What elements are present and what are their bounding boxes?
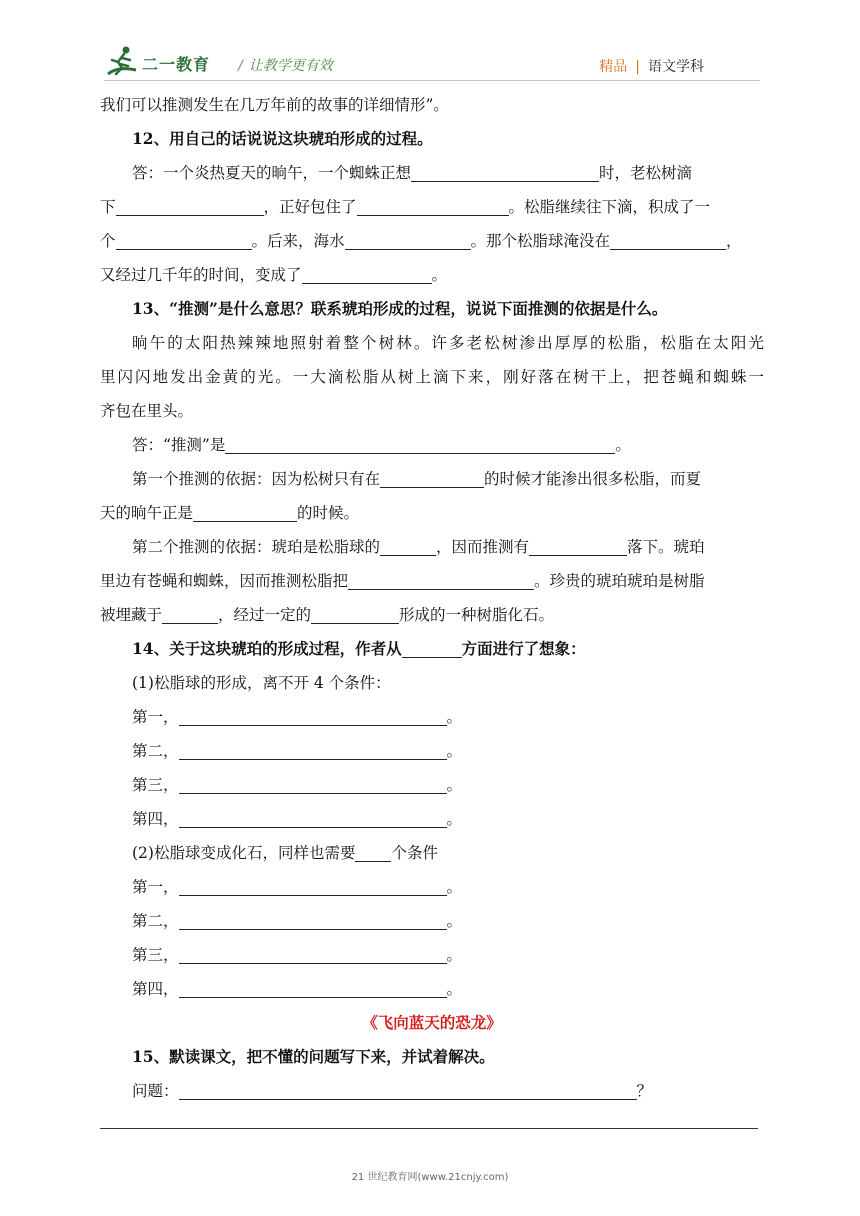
answer-line [100,496,764,530]
text: 第三， [132,946,179,964]
passage-line: 里闪闪地发出金黄的光。一大滴松脂从树上滴下来，刚好落在树干上，把苍蝇和蜘蛛一 [100,368,764,386]
text: (2)松脂球变成化石，同样也需要 [132,844,356,862]
text: 。 [446,980,463,998]
text: 个条件 [391,844,438,862]
text: 个 [100,232,116,250]
text: 里边有苍蝇和蜘蛛，因而推测松脂把 [100,572,349,590]
question-14 [100,632,764,666]
text: 。 [446,946,463,964]
blank[interactable] [162,603,218,624]
blank[interactable] [179,739,447,760]
text: 第一， [132,708,179,726]
blank[interactable] [193,501,297,522]
blank[interactable] [380,535,436,556]
text: 下 [100,198,116,216]
condition-line [100,802,764,836]
answer-line [100,564,764,598]
text: 。 [446,878,463,896]
text: 第四， [132,980,179,998]
blank[interactable] [610,229,726,250]
blank[interactable] [116,195,264,216]
condition-line [100,904,764,938]
slogan-separator: / [238,58,243,74]
text: ，因而推测有 [436,538,530,556]
text: 第三， [132,776,179,794]
condition-line [100,870,764,904]
answer-line [100,598,764,632]
text: 。 [446,912,463,930]
blank[interactable] [179,807,447,828]
text: 的时候才能渗出很多松脂，而夏 [484,470,702,488]
text: 。那个松脂球淹没在 [470,232,611,250]
answer-line [100,258,764,292]
blank[interactable] [302,263,432,284]
question-12: 12、用自己的话说说这块琥珀形成的过程。 [132,129,433,148]
answer-line [100,190,764,224]
sub-question: (1)松脂球的形成，离不开 4 个条件： [132,674,391,692]
header-rule [104,80,760,81]
passage-line: 晌午的太阳热辣辣地照射着整个树林。许多老松树渗出厚厚的松脂，松脂在太阳光 [132,334,764,352]
sub-question [100,836,764,870]
text: 时，老松树滴 [599,164,693,182]
answer-line [100,462,764,496]
text: 。 [446,742,463,760]
blank[interactable] [179,705,447,726]
blank[interactable] [348,569,534,590]
blank[interactable] [411,161,599,182]
text: 形成的一种树脂化石。 [399,606,555,624]
text: 第二， [132,742,179,760]
answer-line [100,156,764,190]
subject-label: 语文学科 [648,59,704,75]
answer-line [100,224,764,258]
text: 第四， [132,810,179,828]
blank[interactable] [380,467,484,488]
blank[interactable] [179,773,447,794]
passage-line: 齐包在里头。 [100,402,194,420]
text: 第一个推测的依据：因为松树只有在 [132,470,381,488]
answer-line [100,1074,764,1108]
blank[interactable] [225,433,615,454]
blank[interactable] [345,229,471,250]
logo [104,44,232,80]
text: 。 [431,266,448,284]
text: 的时候。 [297,504,360,522]
text: ？ [636,1082,653,1100]
footer: 21 世纪教育网(www.21cnjy.com) [351,1172,509,1183]
blank[interactable] [357,195,509,216]
condition-line [100,768,764,802]
text: 。 [446,810,463,828]
answer-line [100,428,764,462]
blank[interactable] [311,603,399,624]
blank[interactable] [179,909,447,930]
footer-rule [100,1128,758,1129]
text: 答：“推测”是 [132,436,226,454]
worksheet-body [100,88,764,1108]
text: 。 [446,776,463,794]
blank[interactable] [402,637,462,658]
header-right [599,56,704,76]
condition-line [100,734,764,768]
blank[interactable] [179,1079,637,1100]
text: 方面进行了想象： [461,639,586,658]
text: 第二， [132,912,179,930]
text: 。后来，海水 [251,232,345,250]
blank[interactable] [179,977,447,998]
text: 被埋藏于 [100,606,163,624]
condition-line [100,700,764,734]
text: 。珍贵的琥珀琥珀是树脂 [534,572,705,590]
header-separator: | [635,59,640,75]
text: 。 [615,436,631,454]
condition-line [100,972,764,1006]
text: 问题： [132,1082,179,1100]
text: ， [726,232,742,250]
blank[interactable] [529,535,627,556]
page-header [104,44,760,80]
answer-line [100,530,764,564]
quality-label: 精品 [599,59,628,75]
question-13: 13、“推测”是什么意思？联系琥珀形成的过程，说说下面推测的依据是什么。 [132,299,668,318]
text-line: 我们可以推测发生在几万年前的故事的详细情形”。 [100,96,449,114]
text: ，正好包住了 [263,198,357,216]
text: ，经过一定的 [218,606,312,624]
logo-text: 二一教育 [142,55,211,74]
blank[interactable] [179,943,447,964]
runner-logo-icon [104,44,144,80]
blank[interactable] [116,229,252,250]
blank[interactable] [179,875,447,896]
condition-line [100,938,764,972]
lesson-title: 《飞向蓝天的恐龙》 [362,1013,502,1032]
slogan-text: 让教学更有效 [248,58,333,74]
text: 第一， [132,878,179,896]
text: 落下。琥珀 [627,538,705,556]
blank[interactable] [355,841,391,862]
text: 天的晌午正是 [100,504,194,522]
slogan [238,55,333,75]
text: 又经过几千年的时间，变成了 [100,266,302,284]
text: 。松脂继续往下滴，积成了一 [508,198,711,216]
text: 。 [446,708,463,726]
question-15: 15、默读课文，把不懂的问题写下来，并试着解决。 [132,1047,495,1066]
text: 答：一个炎热夏天的晌午，一个蜘蛛正想 [132,164,412,182]
text: 14、关于这块琥珀的形成过程，作者从 [132,639,402,658]
text: 第二个推测的依据：琥珀是松脂球的 [132,538,381,556]
